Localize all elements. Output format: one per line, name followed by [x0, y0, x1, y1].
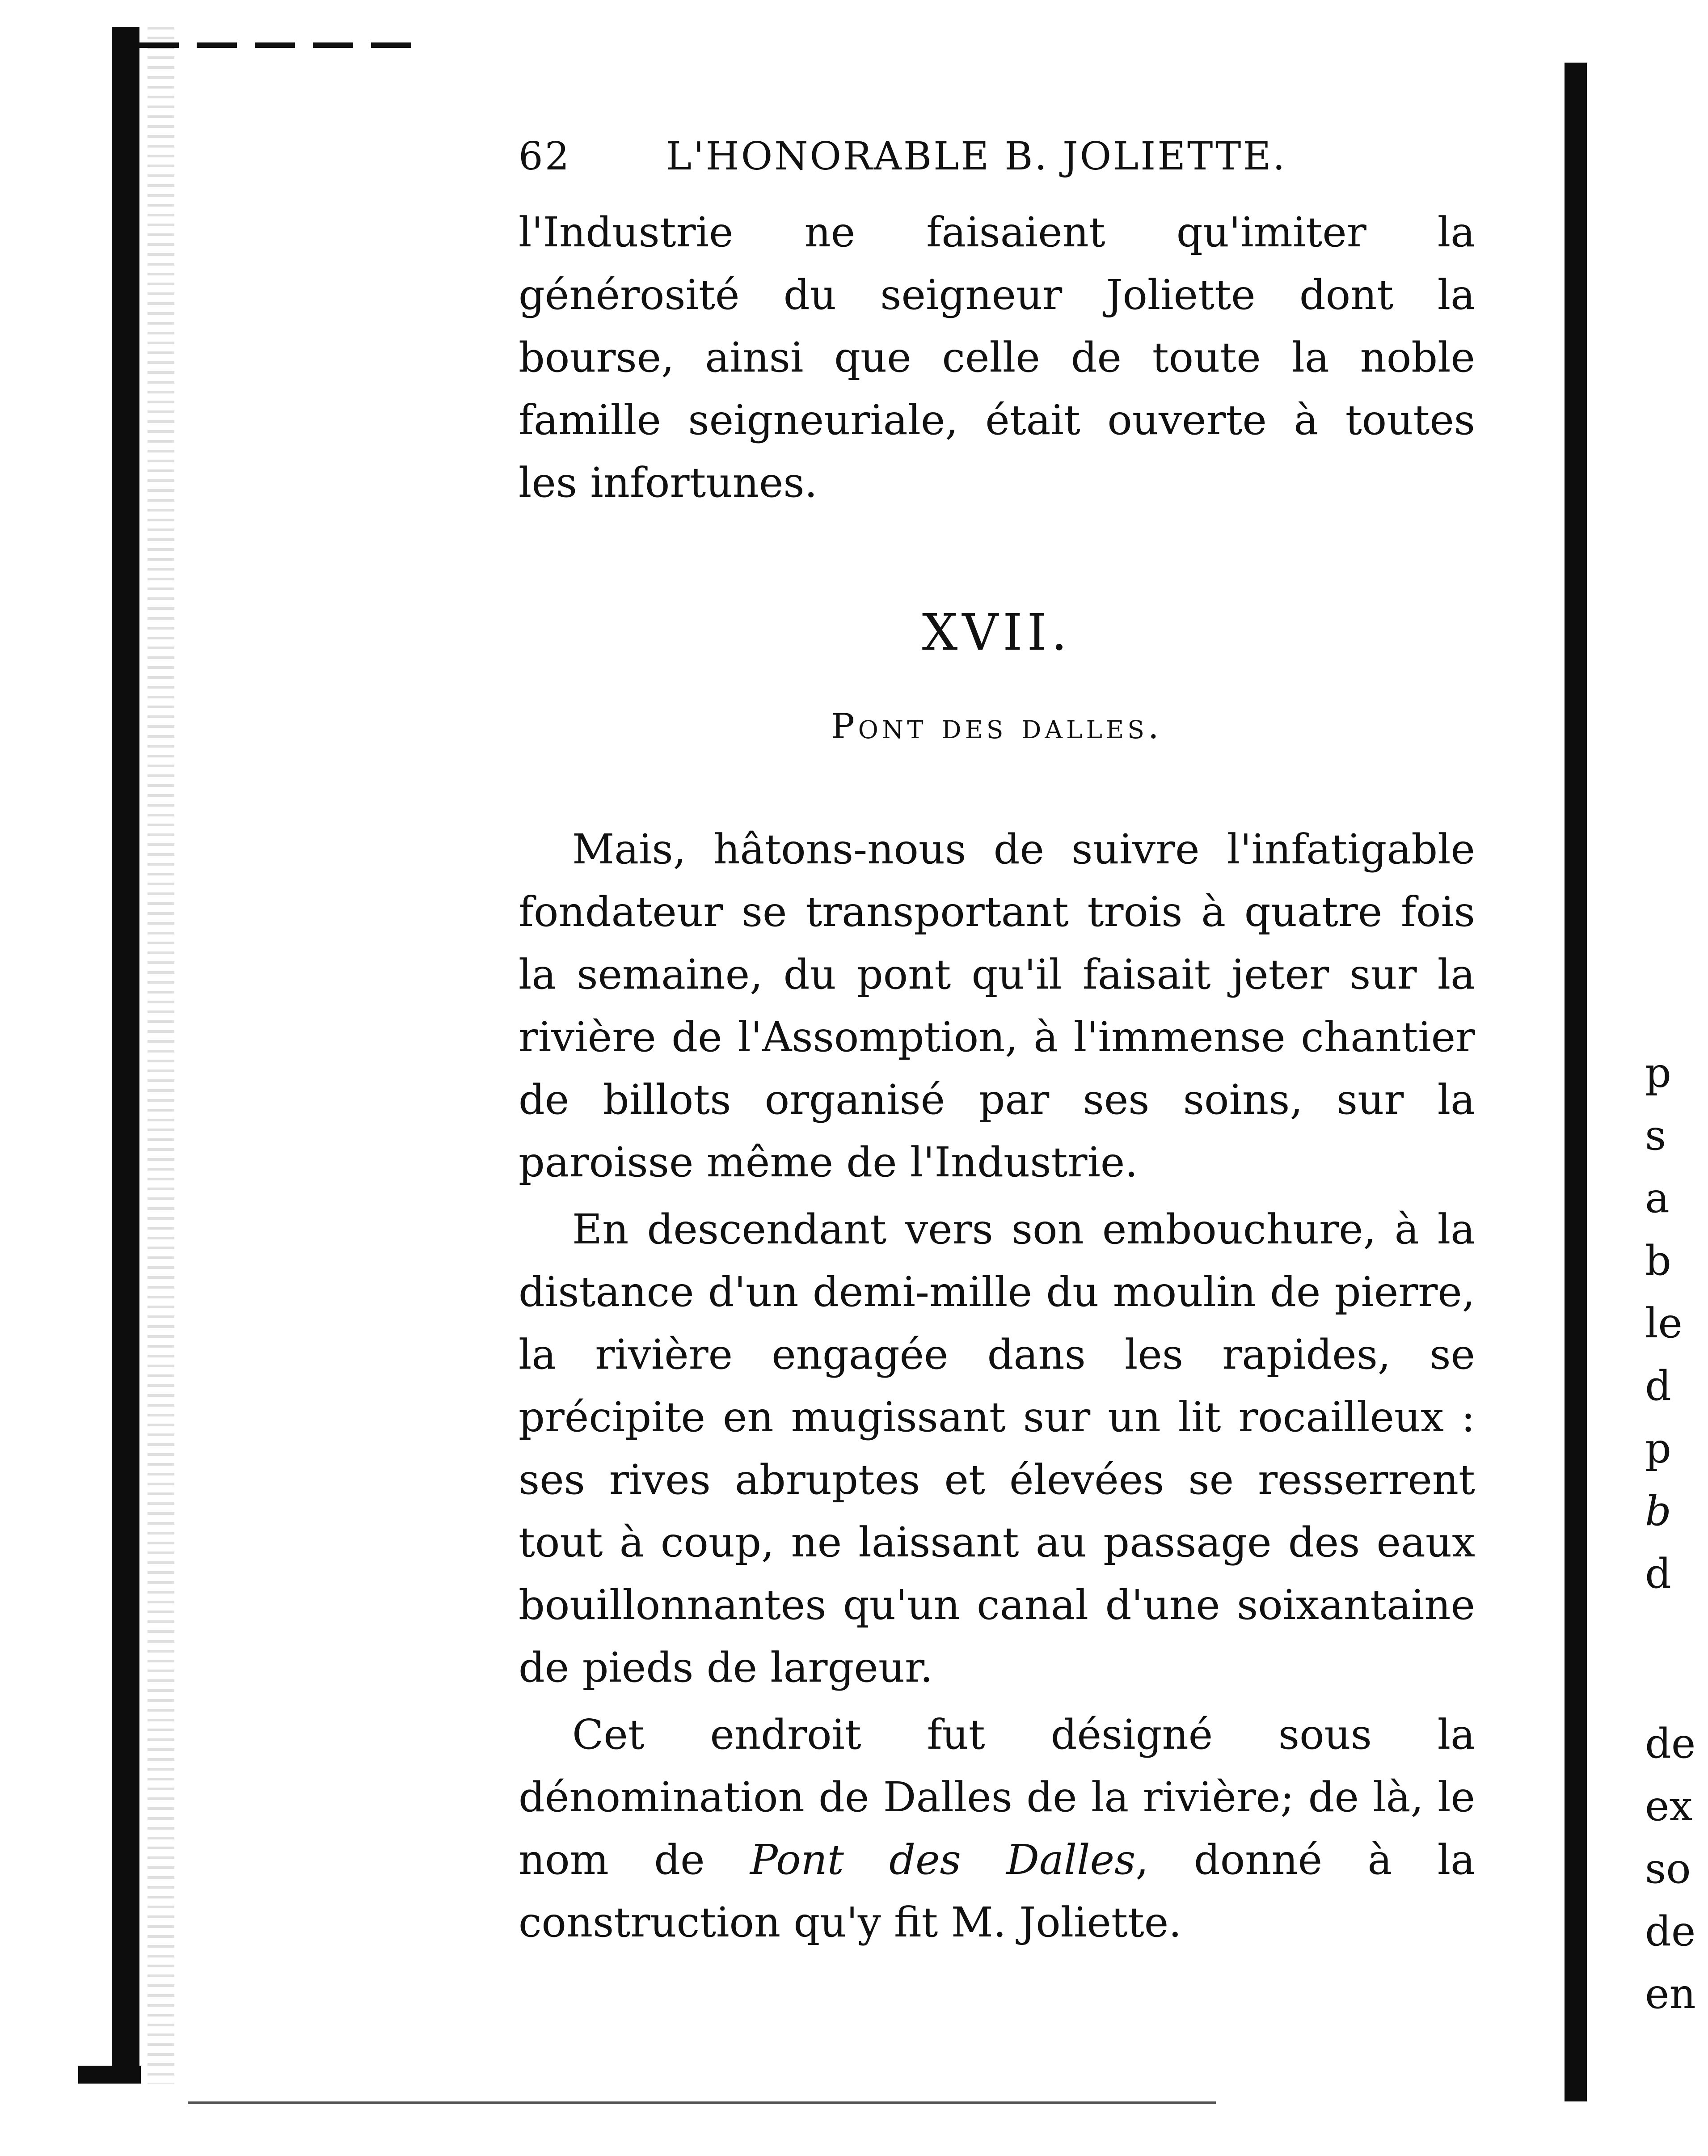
fragment-line: d — [1645, 1550, 1671, 1598]
fragment-line: s — [1645, 1112, 1666, 1159]
page-number: 62 — [519, 134, 571, 179]
left-binding-shadow — [112, 27, 139, 2075]
bottom-scan-edge — [188, 2101, 1216, 2104]
chapter-title: Pont des dalles. — [831, 706, 1163, 747]
fragment-line: ex — [1645, 1782, 1693, 1830]
fragment-line: p — [1645, 1049, 1671, 1097]
paragraph-3-italic: Pont des Dalles — [750, 1836, 1136, 1884]
adjacent-page-fragments — [1645, 1042, 1708, 2025]
fragment-line: en — [1645, 1970, 1696, 2018]
right-binding-shadow — [1565, 63, 1587, 2101]
fragment-line: b — [1645, 1237, 1671, 1285]
book-page — [519, 134, 1475, 1954]
paragraph-3 — [519, 1704, 1475, 1954]
paragraph-3-end: , donné à la construction qu'y fit M. Joliette. — [519, 1836, 1475, 1946]
paragraph-1: Mais, hâtons-nous de suivre l'infatigable fondateur se transportant trois à quatre fois la semaine, du pont qu'il faisait jeter sur la rivière de l'Assomption, à l'immense chantier de billots organisé par ses soins, sur la paroisse même de l'Industrie. — [519, 825, 1475, 1186]
running-head — [519, 134, 1475, 201]
fragment-line: de — [1645, 1907, 1696, 1955]
fragment-line: d — [1645, 1362, 1671, 1410]
paragraph-2: En descendant vers son embouchure, à la distance d'un demi-mille du moulin de pierre, la rivière engagée dans les rapides, se précipite en mugissant sur un lit rocailleux : ses rives abruptes et élevées se resserrent tout à coup, ne laissant au passage des eaux bouillonnantes qu'un canal d'une soixantaine de pieds de largeur. — [519, 1205, 1475, 1691]
top-scan-marks — [139, 42, 416, 48]
left-binding-foot — [78, 2066, 141, 2084]
fragment-line: so — [1645, 1845, 1691, 1893]
fragment-line: de — [1645, 1720, 1696, 1767]
running-title: L'HONORABLE B. JOLIETTE. — [666, 134, 1287, 179]
left-scan-noise — [148, 27, 174, 2084]
fragment-line: b — [1645, 1487, 1671, 1535]
chapter-number: XVII. — [922, 604, 1072, 662]
paragraph-3-start: Cet endroit fut désigné sous la dénomination de Dalles de la rivière; de là, le nom de — [519, 1711, 1475, 1884]
fragment-line: a — [1645, 1174, 1670, 1222]
carryover-paragraph: l'Industrie ne faisaient qu'imiter la générosité du seigneur Joliette dont la bourse, ainsi que celle de toute la noble famille seigneuriale, était ouverte à toutes les infortunes. — [519, 208, 1475, 507]
fragment-line: p — [1645, 1425, 1671, 1472]
fragment-line: le — [1645, 1299, 1683, 1347]
